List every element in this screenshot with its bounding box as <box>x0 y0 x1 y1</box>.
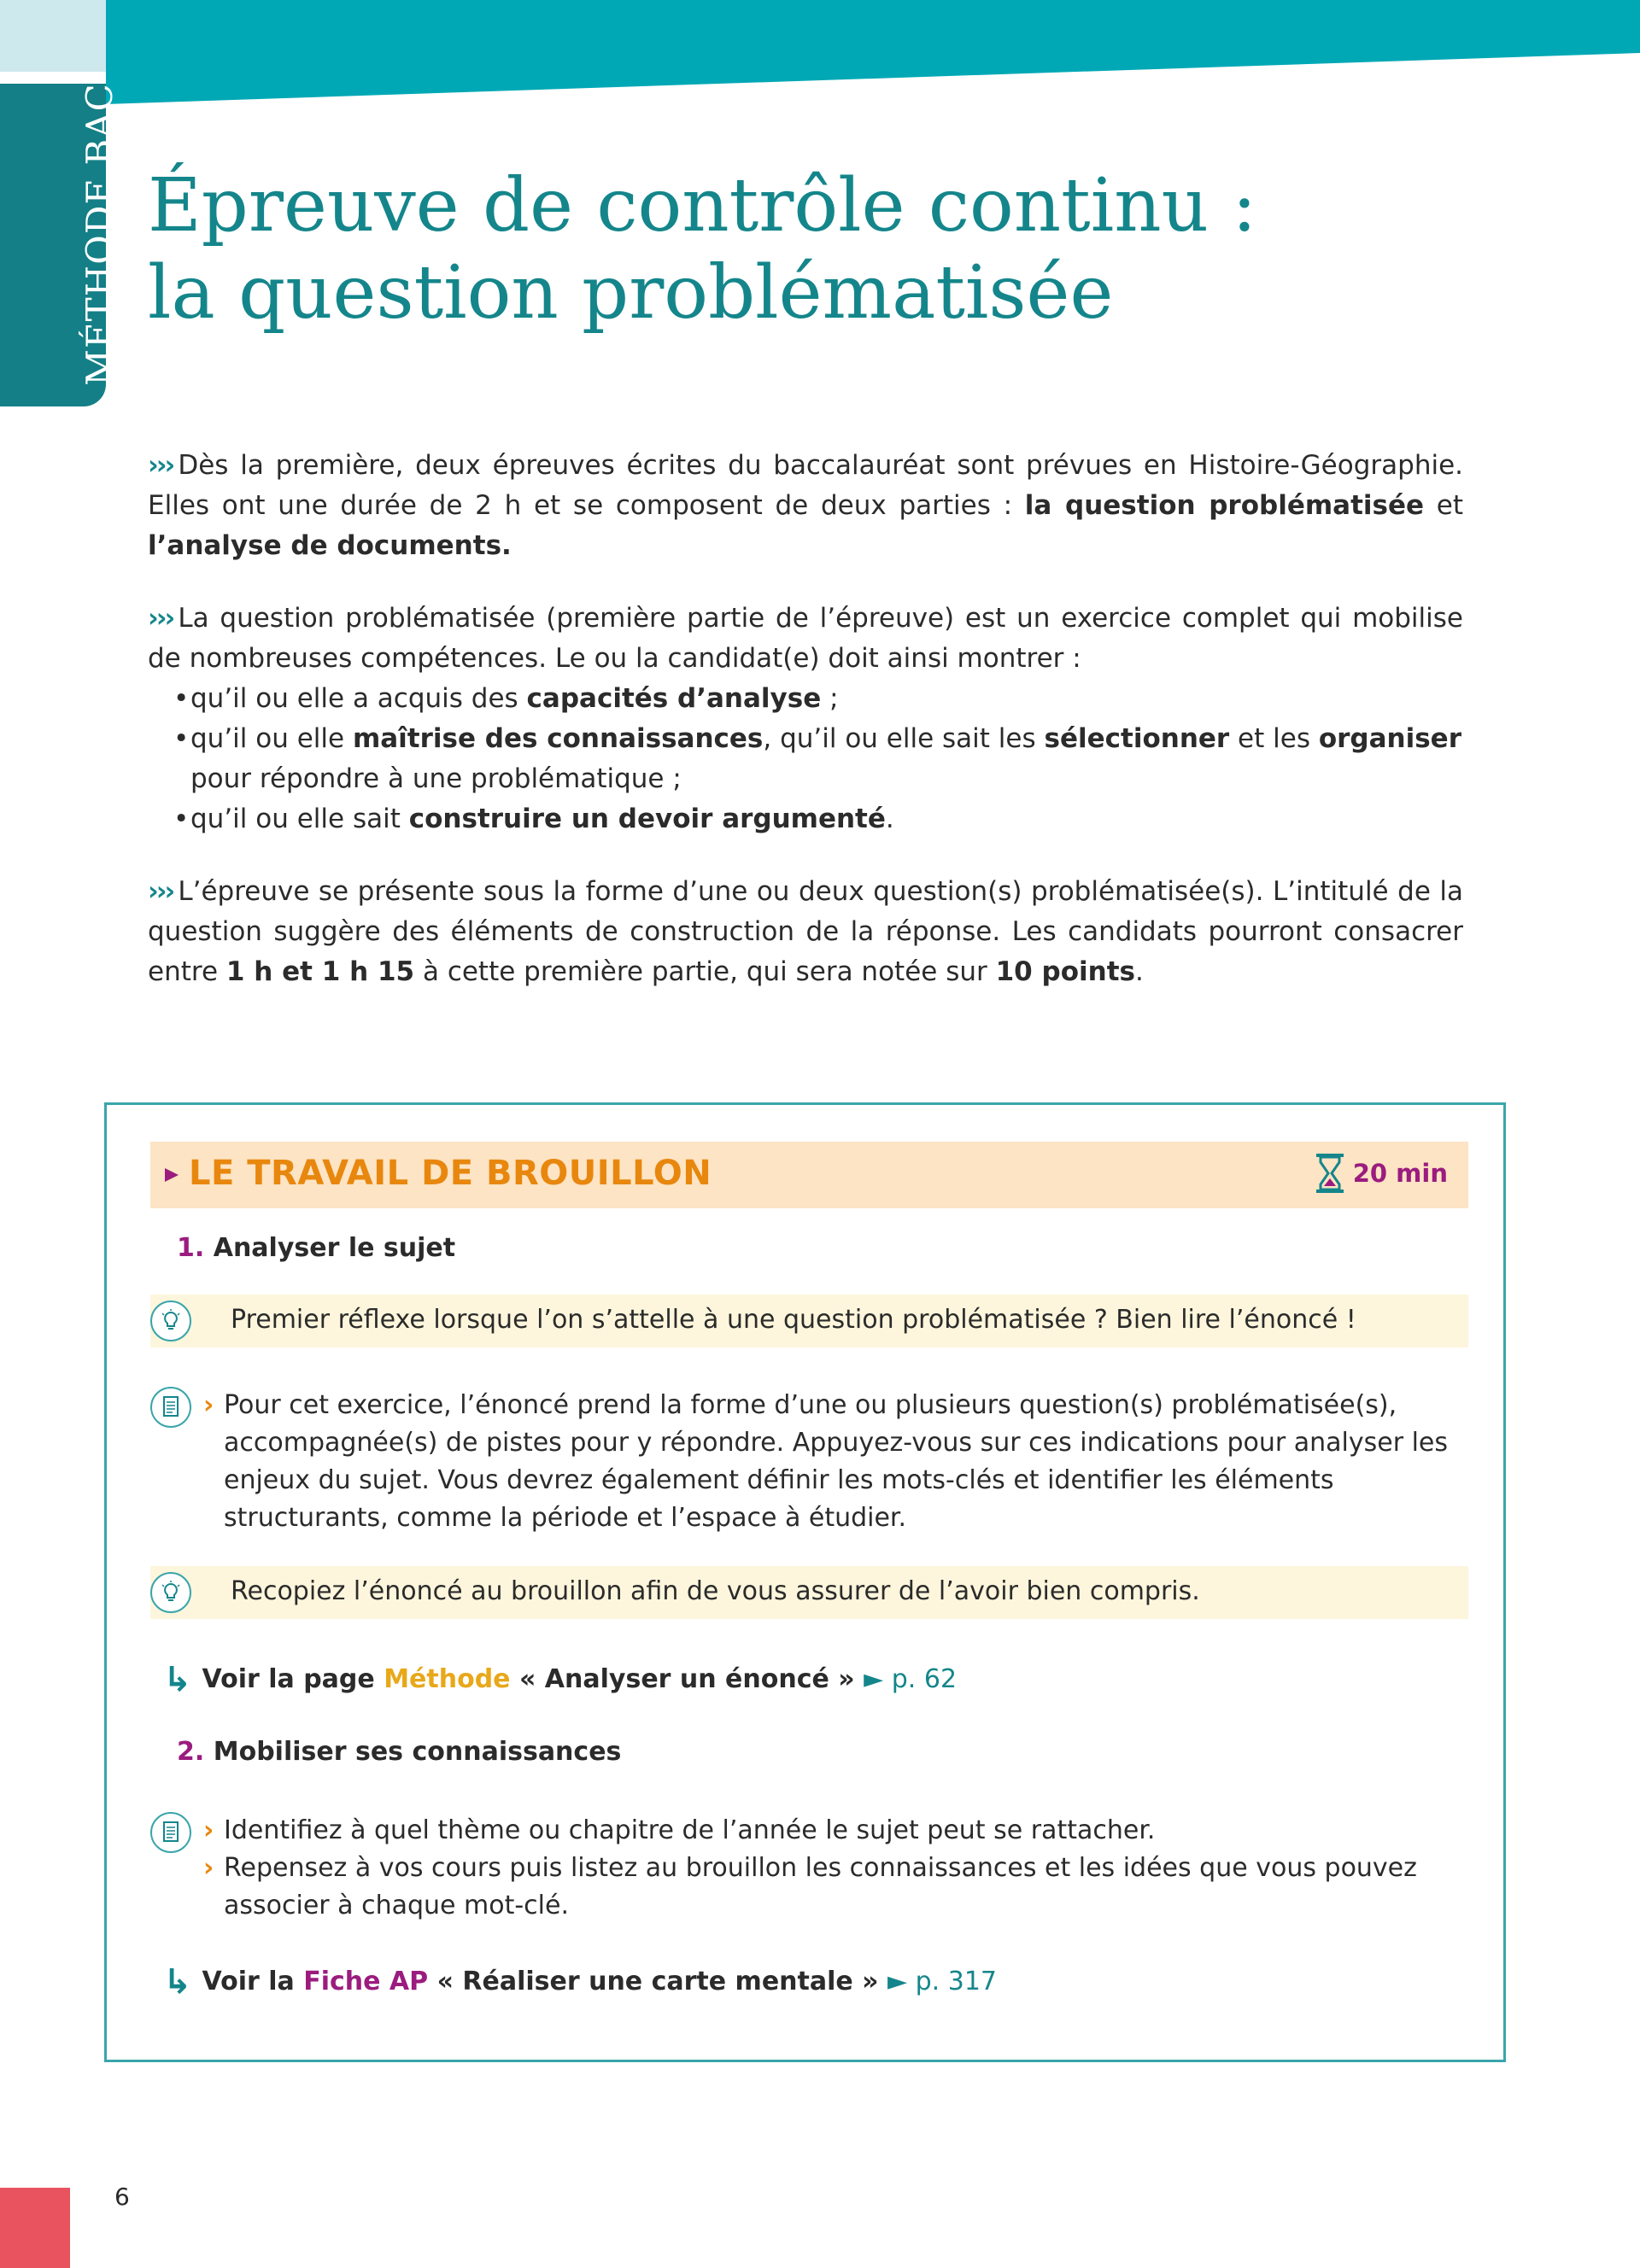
triple-chevron-icon: ››› <box>148 450 173 481</box>
page-corner-accent <box>0 2188 70 2268</box>
instruction: › Pour cet exercice, l’énoncé prend la forme d’une ou plusieurs question(s) problématisée(s), accompagnée(s) de pistes pour y répondre. Appuyez-vous sur ces indications pour analyser les enjeux du sujet. Vous devrez également définir les mots-clés et identifier les éléments structurants, comme la période et l’espace à étudier. <box>203 1387 1450 1537</box>
corner-accent <box>0 0 106 72</box>
triple-chevron-icon: ››› <box>148 603 173 634</box>
intro-paragraph-2: ››› La question problématisée (première partie de l’épreuve) est un exercice complet qui mobilise de nombreuses compétences. Le ou la candidat(e) doit ainsi montrer : <box>148 603 1463 674</box>
hourglass-icon <box>1314 1152 1346 1195</box>
document-block-1 <box>150 1387 1483 1540</box>
document-icon <box>150 1387 191 1428</box>
tip-block-2 <box>150 1566 1468 1619</box>
brouillon-box <box>104 1102 1506 2062</box>
title-line-1: Épreuve de contrôle continu : <box>148 163 1257 248</box>
chevron-right-icon: › <box>203 1815 214 1845</box>
page-title <box>148 162 1514 336</box>
skills-list <box>148 679 1463 839</box>
box-header <box>150 1142 1468 1208</box>
method-link[interactable]: ↳ Voir la page Méthode « Analyser un énoncé » ► p. 62 <box>163 1660 958 1699</box>
box-title: LE TRAVAIL DE BROUILLON <box>189 1154 712 1193</box>
triple-chevron-icon: ››› <box>148 876 173 907</box>
tip-text: Premier réflexe lorsque l’on s’attelle à une question problématisée ? Bien lire l’énoncé ! <box>231 1305 1356 1335</box>
document-icon <box>150 1812 191 1853</box>
intro-section <box>148 446 1463 1025</box>
document-text <box>203 1812 1450 1925</box>
side-tab-label: MÉTHODE BAC <box>79 83 120 386</box>
page-number: 6 <box>114 2183 130 2211</box>
list-item: • qu’il ou elle maîtrise des connaissances, qu’il ou elle sait les sélectionner et les organiser pour répondre à une problématique ; <box>173 719 1463 799</box>
tip-text: Recopiez l’énoncé au brouillon afin de vous assurer de l’avoir bien compris. <box>231 1576 1200 1606</box>
timer <box>1314 1152 1448 1195</box>
step-2-title: 2. Mobiliser ses connaissances <box>177 1737 622 1767</box>
intro-paragraph-3: ››› L’épreuve se présente sous la forme d’une ou deux question(s) problématisée(s). L’intitulé de la question suggère des éléments de construction de la réponse. Les candidats pourront consacrer entre 1 h et 1 h 15 à cette première partie, qui sera notée sur 10 points. <box>148 876 1463 987</box>
play-marker-icon <box>163 1166 180 1184</box>
arrow-turn-right-icon: ↳ <box>163 1962 192 2002</box>
fiche-ap-link[interactable]: ↳ Voir la Fiche AP « Réaliser une carte mentale » ► p. 317 <box>163 1962 997 2002</box>
intro-paragraph-1: ››› Dès la première, deux épreuves écrites du baccalauréat sont prévues en Histoire-Géographie. Elles ont une durée de 2 h et se composent de deux parties : la question problématisée et l’analyse de documents. <box>148 450 1463 561</box>
lightbulb-icon <box>150 1301 191 1342</box>
instruction: › Repensez à vos cours puis listez au brouillon les connaissances et les idées que vous pouvez associer à chaque mot-clé. <box>203 1850 1450 1925</box>
lightbulb-icon <box>150 1572 191 1613</box>
chevron-right-icon: › <box>203 1390 214 1420</box>
title-line-2: la question problématisée <box>148 250 1114 336</box>
document-block-2 <box>150 1812 1483 1932</box>
arrow-turn-right-icon: ↳ <box>163 1660 192 1699</box>
chevron-right-icon: › <box>203 1853 214 1883</box>
tip-block-1 <box>150 1295 1468 1347</box>
list-item: • qu’il ou elle sait construire un devoir argumenté. <box>173 799 1463 839</box>
list-item: • qu’il ou elle a acquis des capacités d’analyse ; <box>173 679 1463 719</box>
document-text <box>203 1387 1450 1537</box>
instruction: › Identifiez à quel thème ou chapitre de l’année le sujet peut se rattacher. <box>203 1812 1450 1850</box>
step-1-title: 1. Analyser le sujet <box>177 1233 456 1263</box>
header-band <box>0 0 1640 107</box>
timer-label: 20 min <box>1352 1159 1448 1188</box>
